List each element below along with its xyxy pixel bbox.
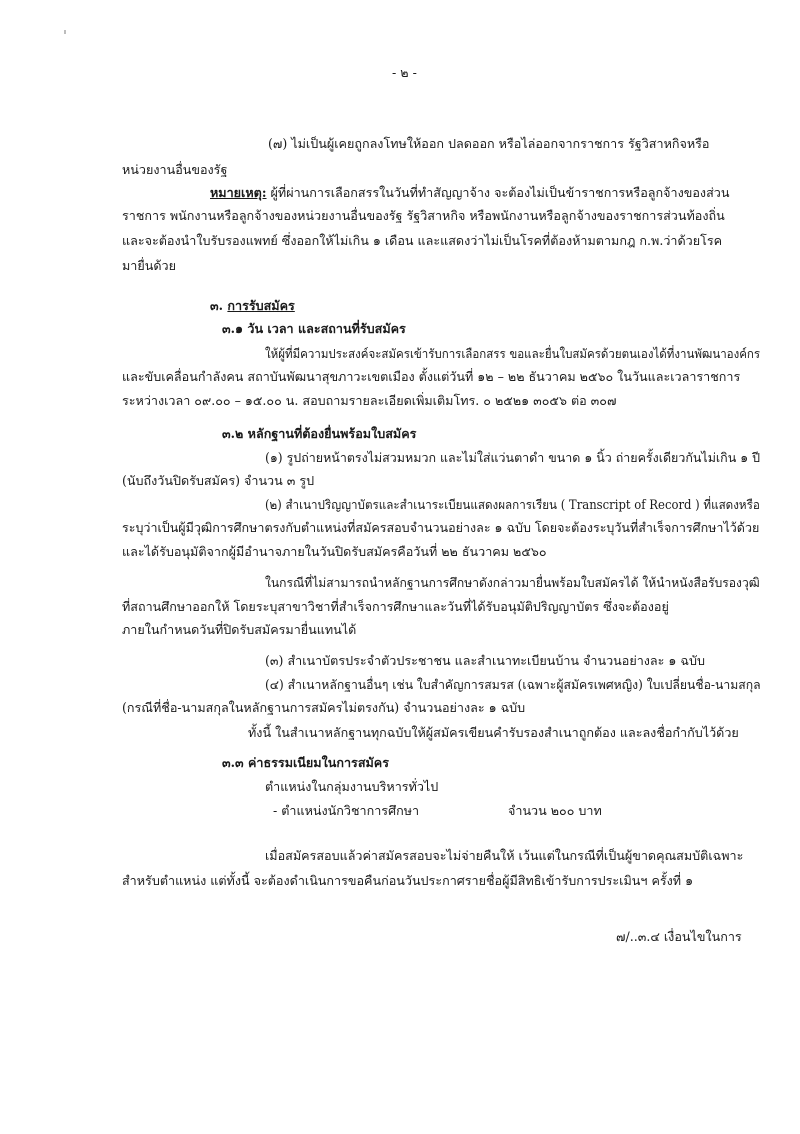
s32-heading: ๓.๒ หลักฐานที่ต้องยื่นพร้อมใบสมัคร — [222, 426, 417, 441]
s31-line3: ระหว่างเวลา ๐๙.๐๐ – ๑๕.๐๐ น. สอบถามรายละเอียดเพิ่มเติมโทร. ๐ ๒๕๒๑ ๓๐๕๖ ต่อ ๓๐๗ — [122, 393, 617, 408]
s32-item2-line2: ระบุว่าเป็นผู้มีวุฒิการศึกษาตรงกับตำแหน่งที่สมัครสอบจำนวนอย่างละ ๑ ฉบับ โดยจะต้องระบุวันที่สำเร็จการศึกษาไว้ด้วย — [122, 520, 760, 535]
continuation-note: ๗/..๓.๔ เงื่อนไขในการ — [616, 929, 742, 944]
s32-certify: ทั้งนี้ ในสำเนาหลักฐานทุกฉบับให้ผู้สมัครเขียนคำรับรองสำเนาถูกต้อง และลงชื่อกำกับไว้ด้วย — [248, 725, 739, 740]
refund-line1: เมื่อสมัครสอบแล้วค่าสมัครสอบจะไม่จ่ายคืนให้ เว้นแต่ในกรณีที่เป็นผู้ขาดคุณสมบัติเฉพาะ — [265, 848, 744, 863]
s33-group: ตำแหน่งในกลุ่มงานบริหารทั่วไป — [265, 779, 439, 794]
s31-line1: ให้ผู้ที่มีความประสงค์จะสมัครเข้ารับการเลือกสรร ขอและยื่นใบสมัครด้วยตนเองได้ที่งานพัฒนาองค์กร — [265, 346, 761, 361]
note-text: ผู้ที่ผ่านการเลือกสรรในวันที่ทำสัญญาจ้าง จะต้องไม่เป็นข้าราชการหรือลูกจ้างของส่วน — [270, 185, 730, 200]
s32-item2-line3: และได้รับอนุมัติจากผู้มีอำนาจภายในวันปิดรับสมัครคือวันที่ ๒๒ ธันวาคม ๒๕๖๐ — [122, 544, 547, 559]
s32-para-line1: ในกรณีที่ไม่สามารถนำหลักฐานการศึกษาดังกล่าวมายื่นพร้อมใบสมัครได้ ให้นำหนังสือรับรองวุฒิ — [265, 575, 760, 590]
section3-title: การรับสมัคร — [227, 298, 295, 313]
item7-line2: หน่วยงานอื่นของรัฐ — [122, 162, 228, 177]
note-line3: และจะต้องนำใบรับรองแพทย์ ซึ่งออกให้ไม่เกิน ๑ เดือน และแสดงว่าไม่เป็นโรคที่ต้องห้ามตามกฎ ก.พ.ว่าด้วยโรค — [122, 233, 723, 248]
s32-item4-line2: (กรณีที่ชื่อ-นามสกุลในหลักฐานการสมัครไม่ตรงกัน) จำนวนอย่างละ ๑ ฉบับ — [122, 700, 526, 715]
s33-position: - ตำแหน่งนักวิชาการศึกษา — [273, 803, 420, 818]
note-line1 — [210, 184, 729, 202]
s32-item2-line1: (๒) สำเนาปริญญาบัตรและสำเนาระเบียนแสดงผลการเรียน ( Transcript of Record ) ที่แสดงหรือ — [265, 497, 760, 512]
s33-fee: จำนวน ๒๐๐ บาท — [508, 803, 602, 818]
s31-line2: และขับเคลื่อนกำลังคน สถาบันพัฒนาสุขภาวะเขตเมือง ตั้งแต่วันที่ ๑๒ – ๒๒ ธันวาคม ๒๕๖๐ ในวันและเวลาราชการ — [122, 369, 741, 384]
s33-heading: ๓.๓ ค่าธรรมเนียมในการสมัคร — [222, 755, 389, 770]
page-number: - ๒ - — [392, 65, 417, 80]
s32-item3: (๓) สำเนาบัตรประจำตัวประชาชน และสำเนาทะเบียนบ้าน จำนวนอย่างละ ๑ ฉบับ — [265, 653, 705, 668]
s32-item1-line1: (๑) รูปถ่ายหน้าตรงไม่สวมหมวก และไม่ใส่แว่นตาดำ ขนาด ๑ นิ้ว ถ่ายครั้งเดียวกันไม่เกิน ๑ ปี — [265, 450, 761, 465]
scan-mark — [64, 30, 66, 34]
s31-heading: ๓.๑ วัน เวลา และสถานที่รับสมัคร — [222, 321, 406, 336]
section3-number: ๓. — [210, 298, 223, 313]
section3-heading — [210, 297, 295, 315]
s32-para-line2: ที่สถานศึกษาออกให้ โดยระบุสาขาวิชาที่สำเร็จการศึกษาและวันที่ได้รับอนุมัติปริญญาบัตร ซึ่งจะต้องอยู่ — [122, 599, 669, 614]
s32-item4-line1: (๔) สำเนาหลักฐานอื่นๆ เช่น ใบสำคัญการสมรส (เฉพาะผู้สมัครเพศหญิง) ใบเปลี่ยนชื่อ-นามสกุล — [265, 677, 761, 692]
note-line4: มายื่นด้วย — [122, 258, 176, 273]
note-line2: ราชการ พนักงานหรือลูกจ้างของหน่วยงานอื่นของรัฐ รัฐวิสาหกิจ หรือพนักงานหรือลูกจ้างของราชการส่วนท้องถิ่น — [122, 208, 725, 223]
note-label: หมายเหตุ: — [210, 185, 267, 200]
item7-line1: (๗) ไม่เป็นผู้เคยถูกลงโทษให้ออก ปลดออก หรือไล่ออกจากราชการ รัฐวิสาหกิจหรือ — [268, 136, 710, 151]
s32-para-line3: ภายในกำหนดวันที่ปิดรับสมัครมายื่นแทนได้ — [122, 622, 357, 637]
s32-item1-line2: (นับถึงวันปิดรับสมัคร) จำนวน ๓ รูป — [122, 473, 315, 488]
refund-line2: สำหรับตำแหน่ง แต่ทั้งนี้ จะต้องดำเนินการขอคืนก่อนวันประกาศรายชื่อผู้มีสิทธิเข้ารับการประเมินฯ ครั้งที่ ๑ — [122, 873, 694, 888]
